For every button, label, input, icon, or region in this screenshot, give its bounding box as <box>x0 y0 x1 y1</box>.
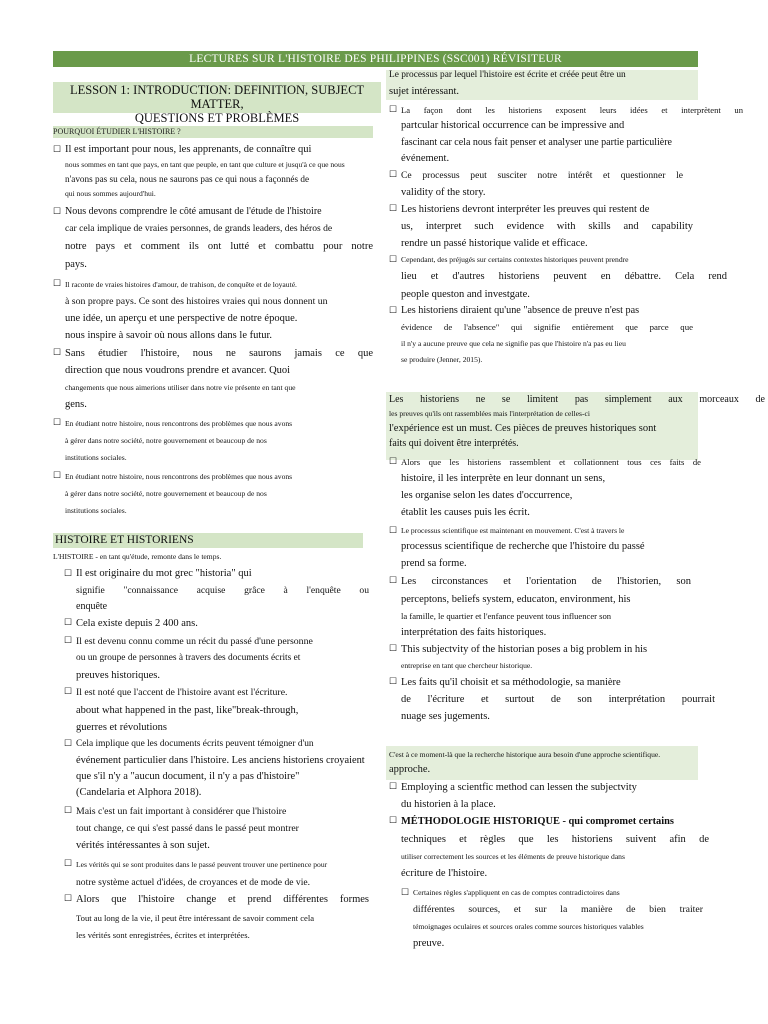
text-line: gens. <box>65 399 87 410</box>
text-line: faits qui doivent être interprétés. <box>389 438 519 449</box>
text-line: une idée, un aperçu et une perspective de notre époque. <box>65 313 298 324</box>
text-line: signifie "connaissance acquise grâce à l'enquête ou <box>76 585 369 596</box>
checkbox-icon: ☐ <box>53 470 62 480</box>
text-line: interprétation des faits historiques. <box>401 627 547 638</box>
text-line: entreprise en tant que chercheur historique. <box>401 661 533 670</box>
text-line: Les historiens ne se limitent pas simplement aux morceaux de <box>389 394 765 405</box>
checkbox-icon: ☐ <box>64 635 73 645</box>
text-line: enquête <box>76 601 108 612</box>
text-line: qui nous sommes aujourd'hui. <box>65 189 156 198</box>
text-line: Cependant, des préjugés sur certains contextes historiques peuvent prendre <box>401 255 629 264</box>
text-line: about what happened in the past, like"break-through, <box>76 705 299 716</box>
right-section-methodology <box>389 748 749 952</box>
text-line: fascinant car cela nous fait penser et analyser une partie particulière <box>401 137 672 148</box>
text-line: écriture de l'histoire. <box>401 868 488 879</box>
text-line: événement. <box>401 153 450 164</box>
text-line: du historien à la place. <box>401 799 496 810</box>
text-line: partcular historical occurrence can be impressive and <box>401 120 625 131</box>
text-line: Les vérités qui se sont produites dans le passé peuvent trouver une pertinence pour <box>76 860 328 869</box>
text-line: (Candelaria et Alphora 2018). <box>76 787 202 798</box>
text-line: Certaines règles s'appliquent en cas de comptes contradictoires dans <box>413 888 620 897</box>
checkbox-icon: ☐ <box>53 417 62 427</box>
text-line: il n'y a aucune preuve que cela ne signifie pas que l'histoire n'a pas eu lieu <box>401 339 626 348</box>
text-line: histoire, il les interprète en leur donnant un sens, <box>401 473 606 484</box>
text-line: la famille, le quartier et l'enfance peuvent tous influencer son <box>401 611 612 621</box>
text-line: évidence de l'absence" qui signifie entièrement que parce que <box>401 322 693 332</box>
text-line: lieu et d'autres historiens peuvent en débattre. Cela rend <box>401 271 727 282</box>
text-line: prend sa forme. <box>401 558 467 569</box>
text-line: Alors que l'histoire change et prend différentes formes <box>76 894 369 905</box>
text-line: sujet intéressant. <box>389 86 459 97</box>
text-line: institutions sociales. <box>65 506 127 515</box>
checkbox-icon: ☐ <box>64 893 73 903</box>
text-line: Les circonstances et l'orientation de l'historien, son <box>401 576 691 587</box>
text-line: tout change, ce qui s'est passé dans le passé peut montrer <box>76 823 299 834</box>
methodology-heading: MÉTHODOLOGIE HISTORIQUE - qui compromet certains <box>401 816 674 827</box>
checkbox-icon: ☐ <box>389 104 398 114</box>
text-line: nuage ses jugements. <box>401 711 490 722</box>
text-line: nous inspire à savoir où nous allons dans le futur. <box>65 330 273 341</box>
left-section-histoire <box>64 566 369 943</box>
text-line: direction que nous voudrons prendre et avancer. Quoi <box>65 365 291 376</box>
checkbox-icon: ☐ <box>389 305 398 315</box>
checkbox-icon: ☐ <box>389 525 398 535</box>
text-line: car cela implique de vraies personnes, de grands leaders, des héros de <box>65 223 333 234</box>
text-line: nous sommes en tant que pays, en tant que peuple, en tant que culture et jusqu'à ce que nous <box>65 160 345 169</box>
text-line: utiliser correctement les sources et les éléments de preuve historique dans <box>401 852 625 861</box>
lesson-title-box <box>53 82 381 125</box>
text-line: preuves historiques. <box>76 670 160 681</box>
histoire-heading: HISTOIRE ET HISTORIENS <box>53 533 363 548</box>
text-line: Il est devenu connu comme un récit du passé d'une personne <box>76 636 313 647</box>
text-line: n'avons pas su cela, nous ne saurons pas ce qui nous a façonnés de <box>65 174 310 184</box>
checkbox-icon: ☐ <box>389 456 398 466</box>
text-line: validity of the story. <box>401 187 486 198</box>
text-line: Alors que les historiens rassemblent et collationnent tous ces faits de <box>401 457 701 467</box>
text-line: Il est important pour nous, les apprenants, de connaître qui <box>65 144 312 155</box>
text-line: people queston and investgate. <box>401 289 530 300</box>
text-line: Ce processus peut susciter notre intérêt et questionner le <box>401 170 683 181</box>
text-line: En étudiant notre histoire, nous rencontrons des problèmes que nous avons <box>65 419 293 428</box>
text-line: Nous devons comprendre le côté amusant de l'étude de l'histoire <box>65 206 322 217</box>
text-line: pays. <box>65 259 87 270</box>
checkbox-icon: ☐ <box>64 686 73 696</box>
text-line: Les historiens diraient qu'une "absence de preuve n'est pas <box>401 305 640 316</box>
text-line: à gérer dans notre société, notre gouvernement et beaucoup de nos <box>65 489 267 498</box>
text-line: que s'il n'y a "aucun document, il n'y a pas d'histoire" <box>76 771 300 782</box>
text-line: institutions sociales. <box>65 453 127 462</box>
checkbox-icon: ☐ <box>389 203 398 213</box>
text-line: de l'écriture et surtout de son interprétation pourrait <box>401 694 715 705</box>
why-study-heading: POURQUOI ÉTUDIER L'HISTOIRE ? <box>53 126 373 138</box>
text-line: changements que nous aimerions utiliser dans notre vie présente en tant que <box>65 383 296 392</box>
checkbox-icon: ☐ <box>389 676 398 686</box>
text-line: les preuves qu'ils ont rassemblées mais l'interprétation de celles-ci <box>389 409 590 418</box>
text-line: C'est à ce moment-là que la recherche historique aura besoin d'une approche scientifique. <box>389 750 661 759</box>
text-line: témoignages oculaires et sources orales comme sources historiques valables <box>413 922 644 931</box>
text-line: vérités intéressantes à son sujet. <box>76 840 210 851</box>
text-line: Les faits qu'il choisit et sa méthodologie, sa manière <box>401 677 621 688</box>
text-line: événement particulier dans l'histoire. Les anciens historiens croyaient <box>76 755 365 766</box>
lesson-title-line-2: QUESTIONS ET PROBLÈMES <box>134 111 300 125</box>
text-line: notre pays et comment ils ont lutté et combattu pour notre <box>65 241 373 252</box>
document-banner: LECTURES SUR L'HISTOIRE DES PHILIPPINES (SSC001) RÉVISITEUR <box>53 51 698 67</box>
checkbox-icon: ☐ <box>64 858 73 868</box>
text-line: En étudiant notre histoire, nous rencontrons des problèmes que nous avons <box>65 472 293 481</box>
right-section-evidence <box>389 392 767 725</box>
text-line: Il est originaire du mot grec "historia" qui <box>76 568 252 579</box>
text-line: perceptons, beliefs system, educaton, environment, his <box>401 594 631 605</box>
lesson-title-line-1: LESSON 1: INTRODUCTION: DEFINITION, SUBJECT MATTER, <box>69 83 365 111</box>
checkbox-icon: ☐ <box>53 278 62 288</box>
text-line: ou un groupe de personnes à travers des documents écrits et <box>76 653 301 663</box>
text-line: Le processus par lequel l'histoire est écrite et créée peut être un <box>389 70 626 80</box>
text-line: Employing a scientfic method can lessen the subjectvity <box>401 782 637 793</box>
text-line: Mais c'est un fait important à considérer que l'histoire <box>76 806 287 817</box>
checkbox-icon: ☐ <box>389 643 398 653</box>
text-line: à son propre pays. Ce sont des histoires vraies qui nous donnent un <box>65 296 328 307</box>
text-line: les vérités sont enregistrées, écrites et interprétées. <box>76 930 250 940</box>
text-line: l'expérience est un must. Ces pièces de preuves historiques sont <box>389 423 657 434</box>
text-line: Il est noté que l'accent de l'histoire avant est l'écriture. <box>76 687 288 698</box>
text-line: Les historiens devront interpréter les preuves qui restent de <box>401 204 650 215</box>
histoire-subheading: L'HISTOIRE - en tant qu'étude, remonte dans le temps. <box>53 552 222 561</box>
left-section-why <box>53 142 373 519</box>
text-line: preuve. <box>413 938 445 949</box>
checkbox-icon: ☐ <box>389 254 398 264</box>
text-line: Le processus scientifique est maintenant en mouvement. C'est à travers le <box>401 526 625 535</box>
text-line: Sans étudier l'histoire, nous ne saurons jamais ce que <box>65 348 373 359</box>
checkbox-icon: ☐ <box>401 887 410 897</box>
checkbox-icon: ☐ <box>389 815 398 825</box>
text-line: Il raconte de vraies histoires d'amour, de trahison, de conquête et de loyauté. <box>65 280 297 289</box>
right-section-process <box>389 67 743 368</box>
text-line: les organise selon les dates d'occurrence, <box>401 490 573 501</box>
checkbox-icon: ☐ <box>64 805 73 815</box>
checkbox-icon: ☐ <box>64 568 73 578</box>
text-line: us, interpret such evidence with skills and capability <box>401 221 693 232</box>
checkbox-icon: ☐ <box>389 575 398 585</box>
text-line: à gérer dans notre société, notre gouvernement et beaucoup de nos <box>65 436 267 445</box>
text-line: se produire (Jenner, 2015). <box>401 355 483 364</box>
checkbox-icon: ☐ <box>389 169 398 179</box>
text-line: techniques et règles que les historiens suivent afin de <box>401 834 709 845</box>
checkbox-icon: ☐ <box>53 206 62 216</box>
text-line: établit les causes puis les écrit. <box>401 507 530 518</box>
text-line: rendre un passé historique valide et efficace. <box>401 238 588 249</box>
text-line: La façon dont les historiens exposent leurs idées et interprètent un <box>401 105 743 115</box>
text-line: différentes sources, et sur la manière de bien traiter <box>413 904 703 915</box>
text-line: Cela implique que les documents écrits peuvent témoigner d'un <box>76 739 314 749</box>
text-line: approche. <box>389 764 431 775</box>
text-line: Cela existe depuis 2 400 ans. <box>76 618 198 629</box>
text-line: Tout au long de la vie, il peut être intéressant de savoir comment cela <box>76 913 315 923</box>
text-line: This subjectvity of the historian poses a big problem in his <box>401 644 648 655</box>
checkbox-icon: ☐ <box>53 144 62 154</box>
checkbox-icon: ☐ <box>64 617 73 627</box>
checkbox-icon: ☐ <box>53 347 62 357</box>
text-line: processus scientifique de recherche que l'histoire du passé <box>401 541 645 552</box>
checkbox-icon: ☐ <box>389 781 398 791</box>
text-line: guerres et révolutions <box>76 722 167 733</box>
checkbox-icon: ☐ <box>64 738 73 748</box>
text-line: notre système actuel d'idées, de croyances et de mode de vie. <box>76 877 311 888</box>
